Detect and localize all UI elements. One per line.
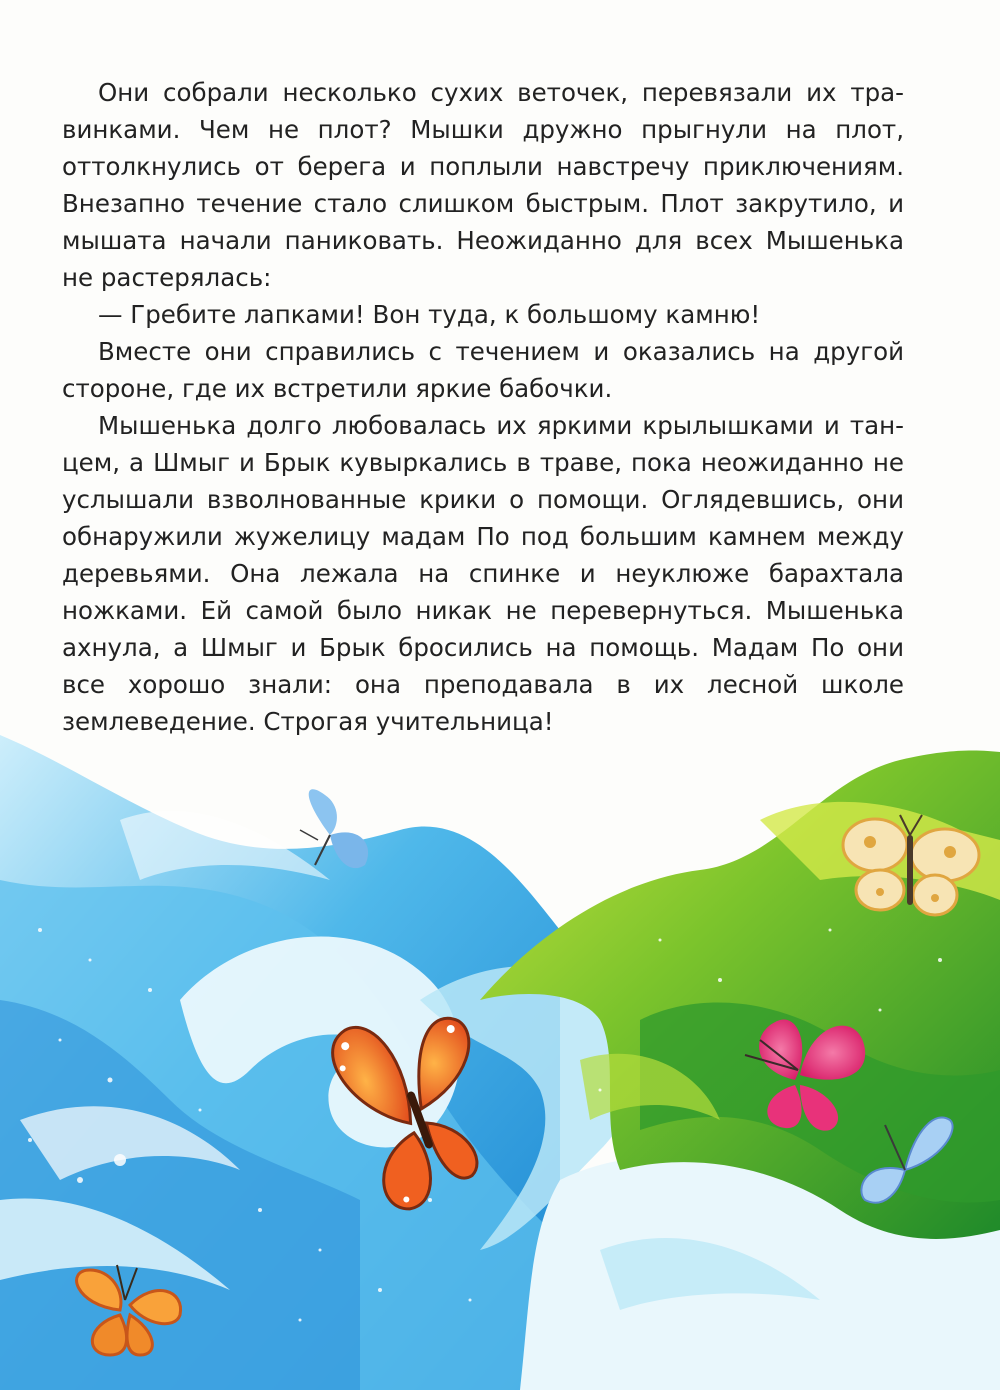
story-paragraph: Мышенька долго любовалась их яркими крылышками и танцем, а Шмыг и Брык кувыркались в траве, пока неожиданно не услышали взволнованные крики о помощи. Оглядевшись, они обнаружили жужелицу мадам По под большим камнем между деревьями. Она лежала на спинке и неуклюже барахтала ножками. Ей самой было никак не перевернуться. Мышенька ахнула, а Шмыг и Брык бросились на помощь. Мадам По они все хорошо знали: она преподавала в их лесной школе землеведение. Строгая учительница! xyxy=(62,411,904,736)
story-paragraph: Вместе они справились с течением и оказались на другой стороне, где их встретили яркие бабочки. xyxy=(62,337,904,403)
story-paragraph: Они собрали несколько сухих веточек, перевязали их травинками. Чем не плот? Мышки дружно прыгнули на плот, оттолкнулись от берега и поплыли навстречу приключениям. Внезапно течение стало слишком быстрым. Плот закрутило, и мышата начали паниковать. Неожиданно для всех Мышенька не растерялась: xyxy=(62,78,904,292)
story-text xyxy=(62,74,904,740)
story-paragraph: — Гребите лапками! Вон туда, к большому камню! xyxy=(98,300,761,329)
